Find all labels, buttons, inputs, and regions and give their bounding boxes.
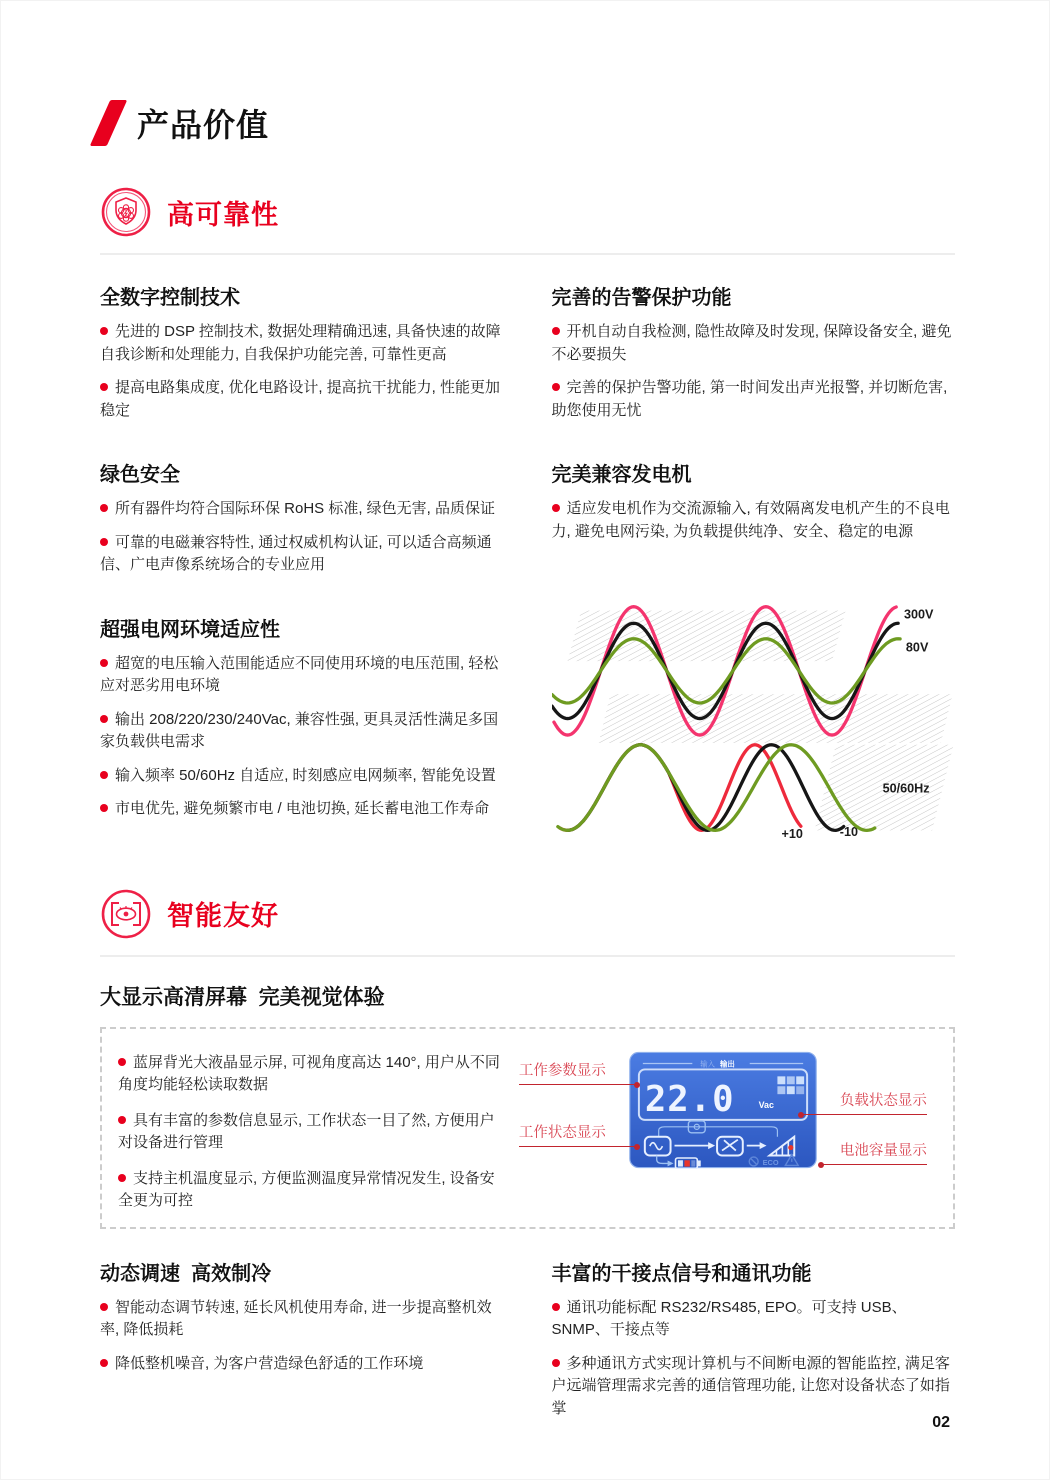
label-plus10: +10 bbox=[780, 826, 803, 840]
label-minus10: -10 bbox=[839, 824, 858, 839]
smart-badge-row bbox=[100, 888, 955, 940]
feature-block-generator-compat bbox=[552, 458, 956, 577]
bullet-item: 蓝屏背光大液晶显示屏, 可视角度高达 140°, 用户从不同角度均能轻松读取数据 bbox=[118, 1053, 500, 1094]
bullet-item: 多种通讯方式实现计算机与不间断电源的智能监控, 满足客户远端管理需求完善的通信管理功能, 让您对设备状态了如指掌 bbox=[551, 1354, 950, 1417]
lcd-output-label: 输出 bbox=[719, 1059, 735, 1069]
bullet-dot-icon bbox=[100, 715, 108, 723]
wave-frequency-adaptive bbox=[567, 744, 843, 830]
label-300v: 300V bbox=[903, 606, 933, 621]
voltage-frequency-waveform-figure bbox=[552, 597, 956, 840]
block-title: 超强电网环境适应性 bbox=[100, 618, 280, 641]
bullet-dot-icon bbox=[552, 1303, 560, 1311]
bullet-item: 所有器件均符合国际环保 RoHS 标准, 绿色无害, 品质保证 bbox=[100, 498, 504, 521]
block-title: 全数字控制技术 bbox=[100, 287, 240, 309]
bullet-item: 可靠的电磁兼容特性, 通过权威机构认证, 可以适合高频通信、广电声像系统场合的专业应用 bbox=[100, 533, 492, 573]
block-title: 完善的告警保护功能 bbox=[551, 287, 732, 309]
bullet-dot-icon bbox=[100, 504, 108, 512]
bullet-item: 输入频率 50/60Hz 自适应, 时刻感应电网频率, 智能免设置 bbox=[100, 765, 504, 788]
feature-block-digital-control bbox=[100, 281, 504, 422]
bullet-dot-icon bbox=[552, 1359, 560, 1367]
bullet-item: 开机自动自我检测, 隐性故障及时发现, 保障设备安全, 避免不必要损失 bbox=[551, 323, 952, 363]
section-divider bbox=[100, 253, 955, 255]
lcd-unit-label: Vac bbox=[758, 1099, 774, 1110]
bullet-item: 支持主机温度显示, 方便监测温度异常情况发生, 设备安全更为可控 bbox=[118, 1169, 495, 1210]
feature-block-green-safety bbox=[100, 458, 504, 577]
bullet-item: 先进的 DSP 控制技术, 数据处理精确迅速, 具备快速的故障自我诊断和处理能力, 自我保护功能完善, 可靠性更高 bbox=[100, 323, 501, 363]
bullet-dot-icon bbox=[100, 383, 108, 391]
page-title: 产品价值 bbox=[137, 107, 270, 143]
shield-flower-icon bbox=[100, 186, 152, 238]
bullet-dot-icon bbox=[100, 1303, 108, 1311]
lcd-screen bbox=[629, 1051, 817, 1169]
feature-block-alarm-protection bbox=[552, 281, 956, 422]
display-feature-box bbox=[100, 1027, 955, 1229]
bullet-item: 适应发电机作为交流源输入, 有效隔离发电机产生的不良电力, 避免电网污染, 为负载提供纯净、安全、稳定的电源 bbox=[551, 500, 950, 540]
smart-heading: 智能友好 bbox=[167, 901, 279, 932]
callout-working-status: 工作状态显示 bbox=[519, 1125, 637, 1147]
bullet-item: 智能动态调节转速, 延长风机使用寿命, 进一步提高整机效率, 降低损耗 bbox=[100, 1298, 492, 1339]
bullet-dot-icon bbox=[552, 383, 560, 391]
label-frequency: 50/60Hz bbox=[882, 780, 930, 795]
feature-block-communication bbox=[552, 1257, 956, 1421]
section-divider bbox=[100, 955, 955, 957]
bullet-dot-icon bbox=[118, 1116, 126, 1124]
bullet-dot-icon bbox=[552, 504, 560, 512]
feature-block-grid-adaptability bbox=[100, 613, 504, 840]
bullet-dot-icon bbox=[100, 327, 108, 335]
display-section-heading: 大显示高清屏幕 完美视觉体验 bbox=[100, 985, 385, 1009]
bullet-dot-icon bbox=[100, 1359, 108, 1367]
lcd-input-label: 输入 bbox=[700, 1059, 715, 1069]
label-80v: 80V bbox=[905, 639, 928, 654]
callout-working-parameters: 工作参数显示 bbox=[519, 1063, 637, 1085]
bullet-dot-icon bbox=[118, 1058, 126, 1066]
block-title: 动态调速 高效制冷 bbox=[100, 1262, 272, 1285]
page-title-row bbox=[100, 100, 955, 146]
bullet-item: 完善的保护告警功能, 第一时间发出声光报警, 并切断危害, 助您使用无忧 bbox=[551, 379, 948, 419]
lcd-value: 22.0 bbox=[644, 1078, 735, 1120]
bullet-dot-icon bbox=[100, 538, 108, 546]
eye-viewfinder-icon bbox=[100, 888, 152, 940]
block-title: 绿色安全 bbox=[100, 464, 180, 486]
bullet-item: 通讯功能标配 RS232/RS485, EPO。可支持 USB、SNMP、干接点等 bbox=[551, 1298, 907, 1339]
lcd-display-illustration bbox=[513, 1039, 937, 1213]
reliability-heading: 高可靠性 bbox=[167, 199, 279, 230]
bullet-dot-icon bbox=[552, 327, 560, 335]
bullet-item: 输出 208/220/230/240Vac, 兼容性强, 更具灵活性满足多国家负载供电需求 bbox=[100, 710, 499, 750]
page-number: 02 bbox=[932, 1414, 950, 1432]
lcd-eco-label: ECO bbox=[762, 1157, 779, 1167]
bullet-dot-icon bbox=[118, 1174, 126, 1182]
wave-+10 bbox=[559, 744, 800, 830]
block-title: 丰富的干接点信号和通讯功能 bbox=[551, 1262, 812, 1285]
bullet-dot-icon bbox=[100, 771, 108, 779]
bullet-item: 具有丰富的参数信息显示, 工作状态一目了然, 方便用户对设备进行管理 bbox=[118, 1111, 495, 1152]
bullet-item: 超宽的电压输入范围能适应不同使用环境的电压范围, 轻松应对恶劣用电环境 bbox=[100, 654, 499, 694]
display-bullets bbox=[118, 1039, 503, 1213]
bullet-dot-icon bbox=[100, 659, 108, 667]
red-slash-icon bbox=[90, 100, 127, 146]
hatch-band-middle bbox=[598, 694, 952, 743]
bullet-item: 市电优先, 避免频繁市电 / 电池切换, 延长蓄电池工作寿命 bbox=[100, 798, 504, 821]
reliability-badge-row bbox=[100, 186, 955, 238]
reliability-section bbox=[100, 186, 955, 840]
smart-section bbox=[100, 888, 955, 1421]
feature-block-fan-speed bbox=[100, 1257, 504, 1421]
bullet-item: 提高电路集成度, 优化电路设计, 提高抗干扰能力, 性能更加稳定 bbox=[100, 379, 501, 419]
callout-load-status: 负载状态显示 bbox=[801, 1093, 927, 1115]
callout-battery-capacity: 电池容量显示 bbox=[821, 1143, 927, 1165]
block-title: 完美兼容发电机 bbox=[551, 464, 692, 486]
bullet-item: 降低整机噪音, 为客户营造绿色舒适的工作环境 bbox=[100, 1353, 504, 1376]
bullet-dot-icon bbox=[100, 804, 108, 812]
